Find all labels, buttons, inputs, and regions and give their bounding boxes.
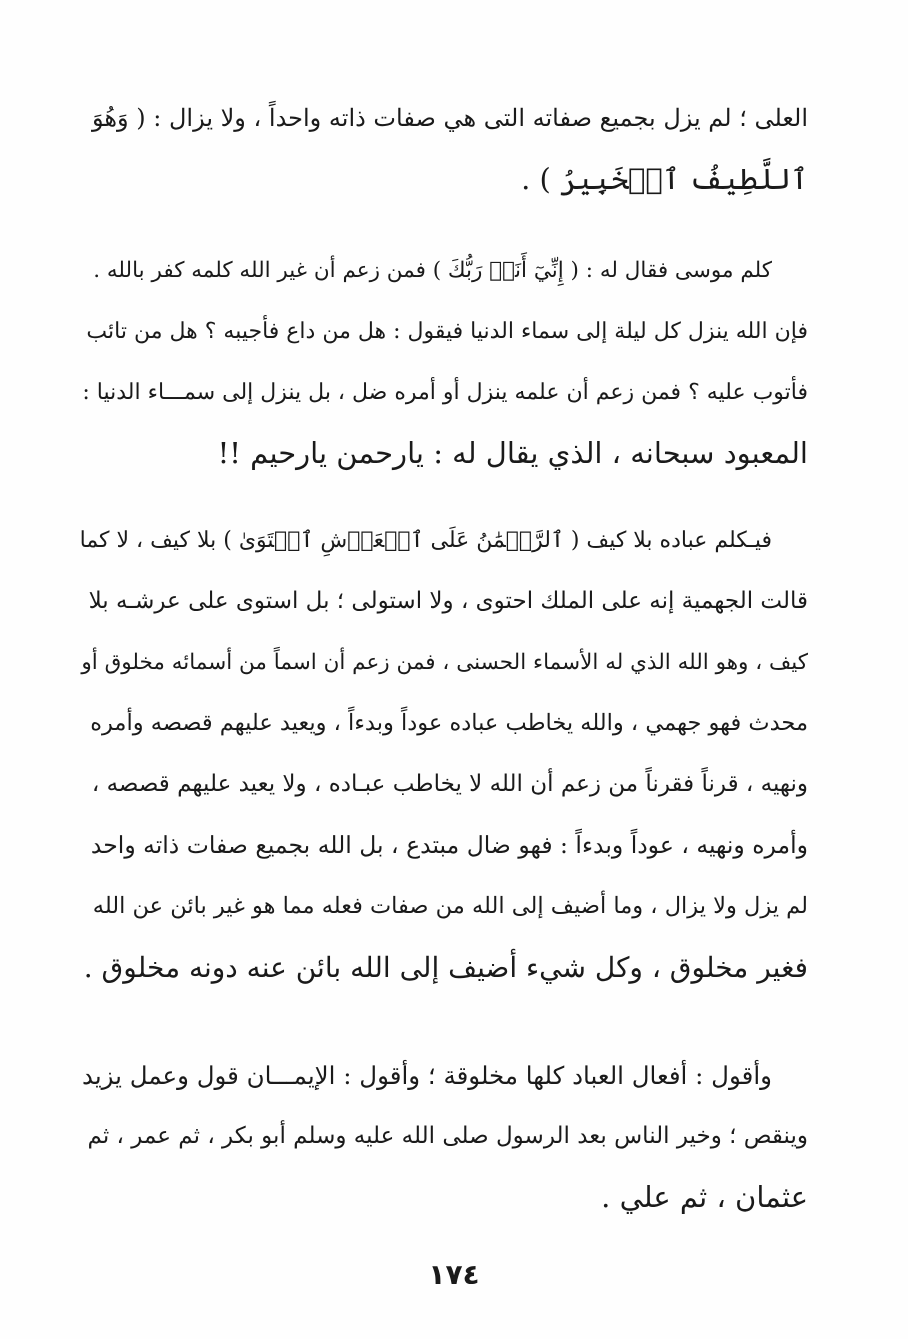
text-line: لم يزل ولا يزال ، وما أضيف إلى الله من صفات فعله مما هو غير بائن عن الله bbox=[92, 893, 808, 919]
text-line: وأمره ونهيه ، عوداً وبدءاً : فهو ضال مبتدع ، بل الله بجميع صفات ذاته واحد bbox=[90, 831, 808, 859]
paragraph-3 bbox=[78, 510, 808, 998]
text-line: المعبود سبحانه ، الذي يقال له : يارحمن يارحيم !! bbox=[217, 436, 808, 470]
text-line: فأتوب عليه ؟ فمن زعم أن علمه ينزل أو أمره ضل ، بل ينزل إلى سمـــاء الدنيا : bbox=[82, 380, 808, 405]
text-line: ٱللَّطِيفُ ٱلۡخَبِيرُ ) . bbox=[521, 162, 808, 196]
page-number: ١٧٤ bbox=[428, 1258, 480, 1291]
text-line: العلى ؛ لم يزل بجميع صفاته التى هي صفات ذاته واحداً ، ولا يزال : ( وَهُوَ bbox=[91, 104, 808, 132]
text-line: ونهيه ، قرناً فقرناً من زعم أن الله لا يخاطب عبـاده ، ولا يعيد عليهم قصصه ، bbox=[91, 771, 808, 797]
paragraph-4 bbox=[78, 1045, 808, 1228]
text-line: فغير مخلوق ، وكل شيء أضيف إلى الله بائن عنه دونه مخلوق . bbox=[83, 951, 808, 984]
paragraph-2 bbox=[78, 240, 808, 484]
text-line: وينقص ؛ وخير الناس بعد الرسول صلى الله عليه وسلم أبو بكر ، ثم عمر ، ثم bbox=[87, 1123, 808, 1149]
text-line: عثمان ، ثم علي . bbox=[601, 1180, 808, 1214]
paragraph-1 bbox=[78, 88, 808, 210]
text-line: وأقول : أفعال العباد كلها مخلوقة ؛ وأقول : الإيمـــان قول وعمل يزيد bbox=[81, 1061, 772, 1090]
text-line: فيـكلم عباده بلا كيف ( ٱلرَّحۡمَٰنُ عَلَى ٱلۡعَرۡشِ ٱسۡتَوَىٰ ) بلا كيف ، لا كما bbox=[79, 528, 772, 553]
text-line: كيف ، وهو الله الذي له الأسماء الحسنى ، فمن زعم أن اسماً من أسمائه مخلوق أو bbox=[81, 650, 808, 675]
text-line: محدث فهو جهمي ، والله يخاطب عباده عوداً وبدءاً ، ويعيد عليهم قصصه وأمره bbox=[90, 710, 808, 736]
text-line: فإن الله ينزل كل ليلة إلى سماء الدنيا فيقول : هل من داع فأجيبه ؟ هل من تائب bbox=[86, 319, 808, 344]
text-line: قالت الجهمية إنه على الملك احتوى ، ولا استولى ؛ بل استوى على عرشـه بلا bbox=[88, 588, 808, 614]
text-line: كلم موسى فقال له : ( إِنِّيٓ أَنَا۠ رَبُّكَ ) فمن زعم أن غير الله كلمه كفر بالله . bbox=[93, 258, 772, 283]
